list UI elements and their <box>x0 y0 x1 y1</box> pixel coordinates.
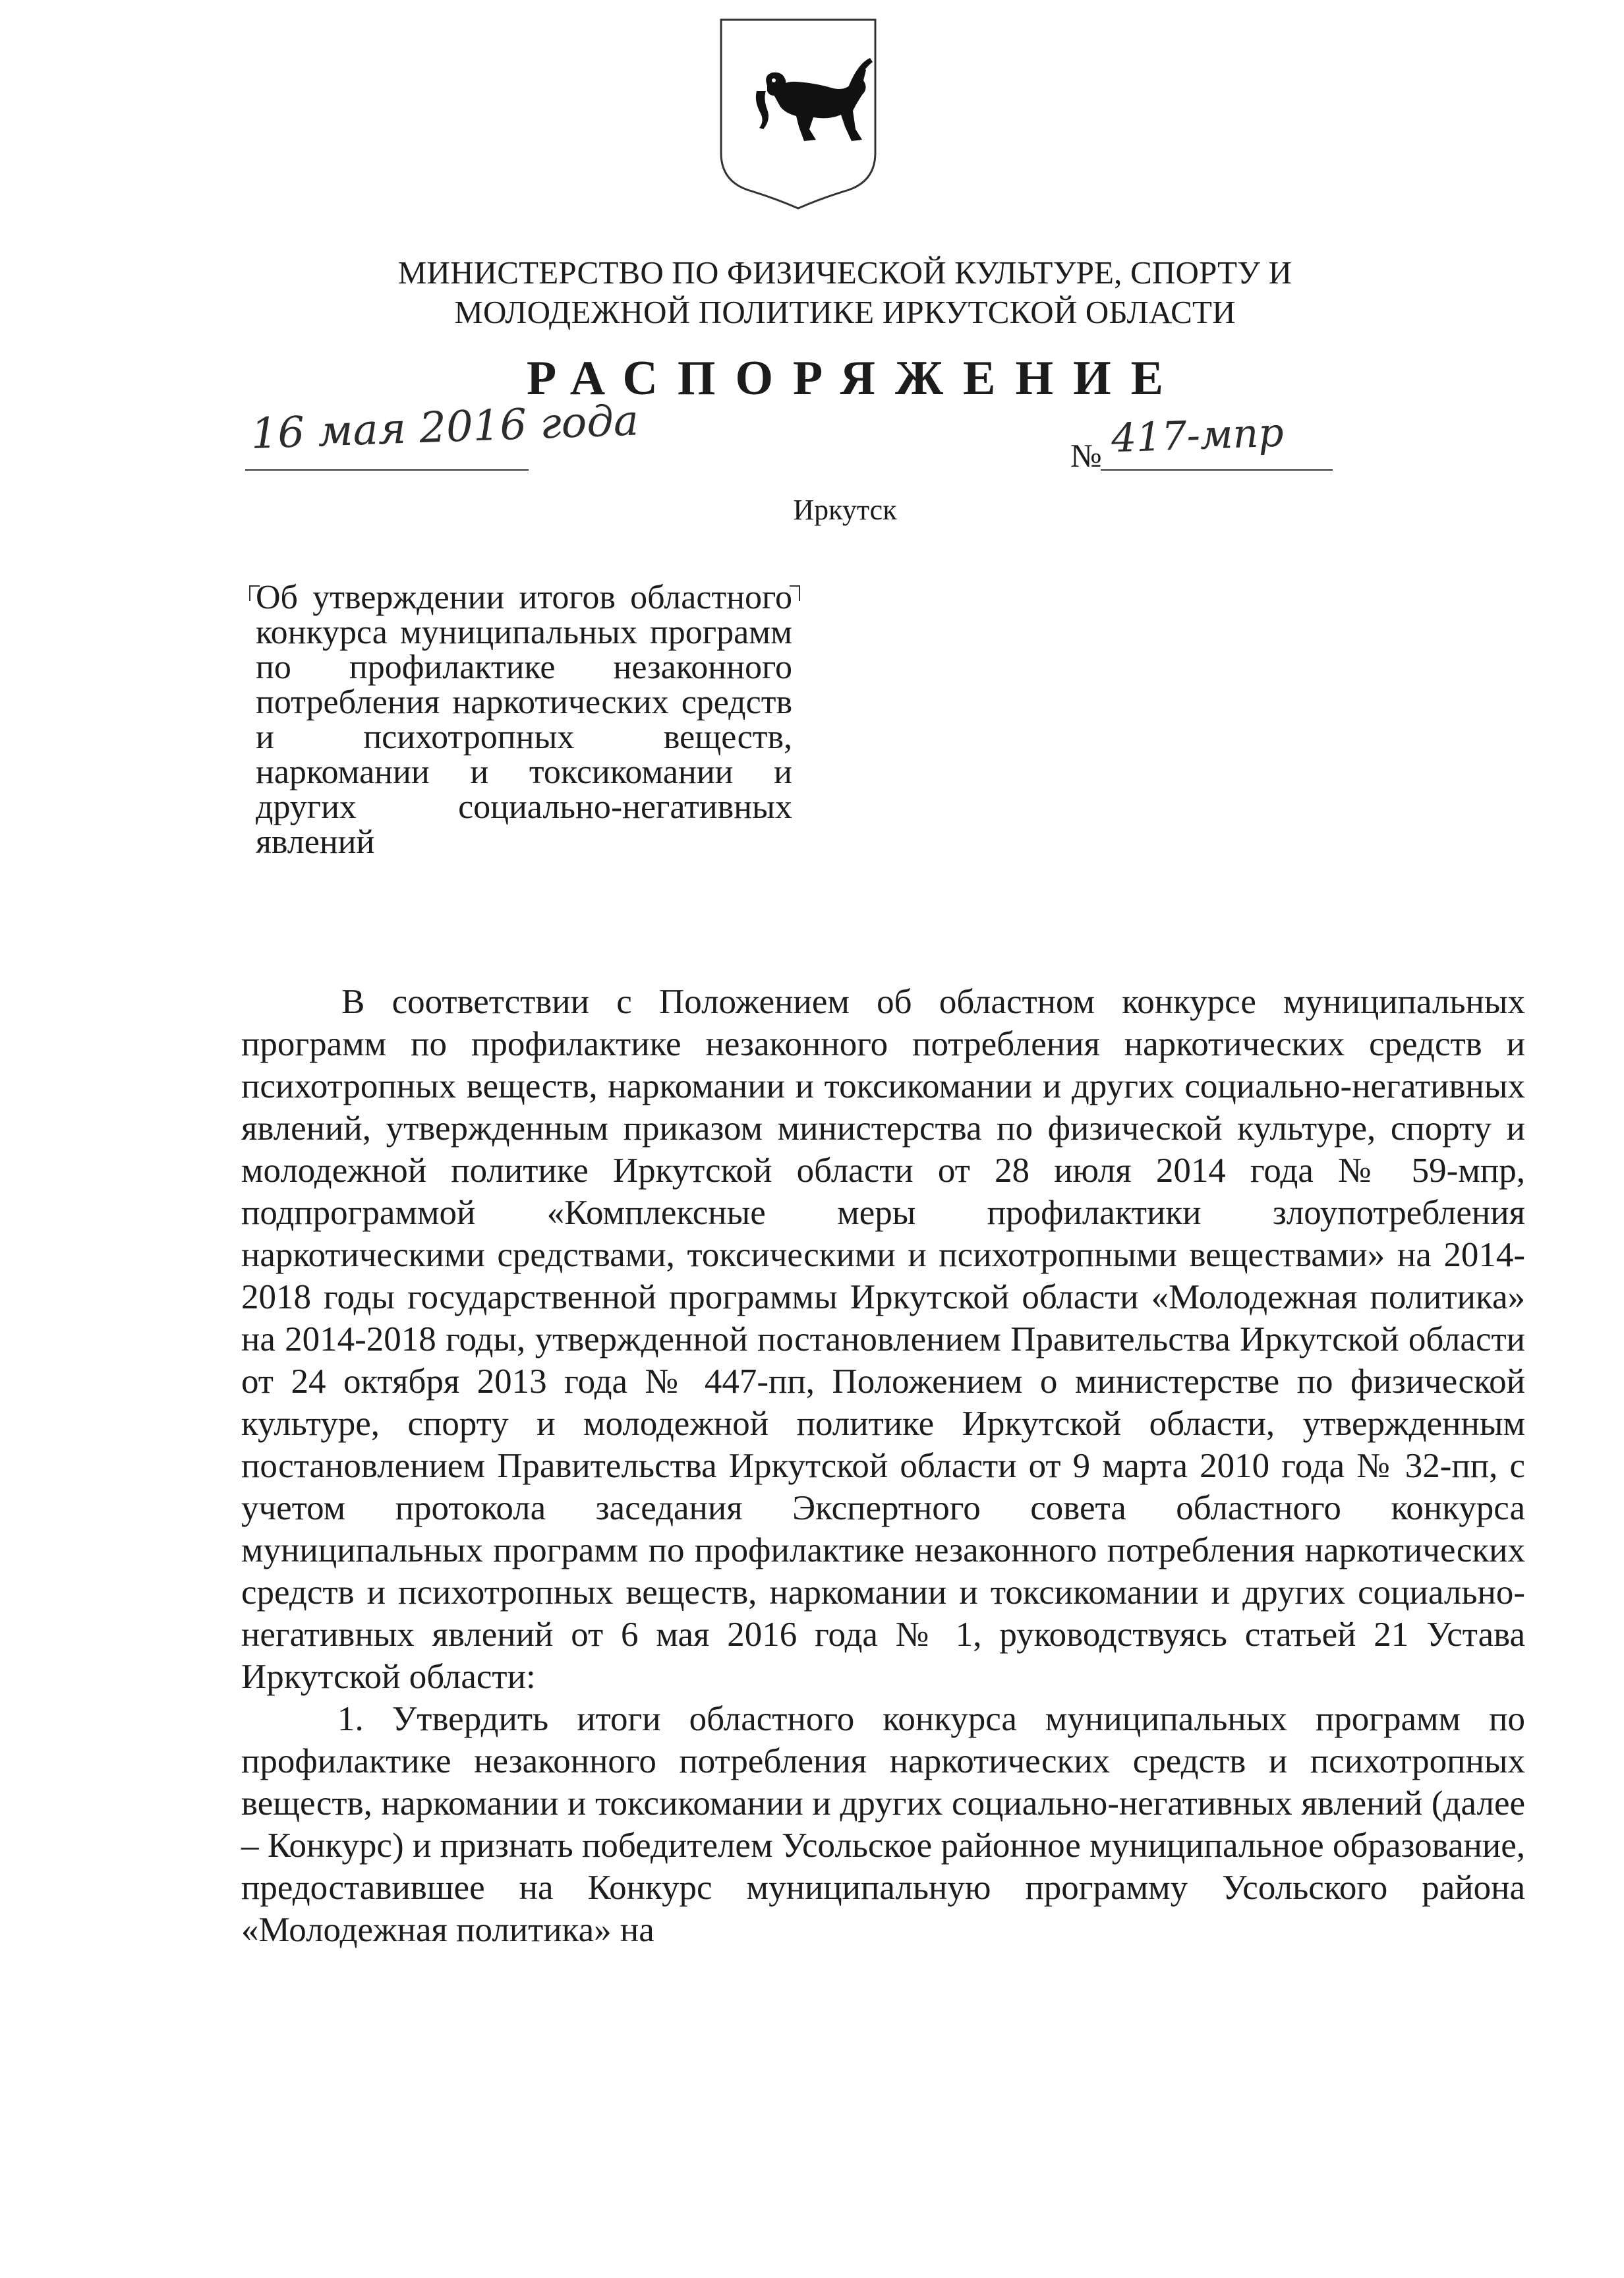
handwritten-date: 16 мая 2016 года <box>250 396 640 459</box>
number-label: № <box>1070 437 1102 474</box>
document-type-title: РАСПОРЯЖЕНИЕ <box>526 351 1183 405</box>
handwritten-number: 417-мпр <box>1110 409 1285 462</box>
preamble-paragraph: В соответствии с Положением об областном конкурсе муниципальных программ по профилактике незаконного потребления наркотических средств и психотропных веществ, наркомании и токсикомании и других социально-негативных явлений, утвержденным приказом министерства по физической культуре, спорту и молодежной политике Иркутской области от 28 июля 2014 года № 59-мпр, подпрограммой «Комплексные меры профилактики злоупотребления наркотическими средствами, токсическими и психотропными веществами» на 2014-2018 годы государственной программы Иркутской области «Молодежная политика» на 2014-2018 годы, утвержденной постановлением Правительства Иркутской области от 24 октября 2013 года № 447-пп, Положением о министерстве по физической культуре, спорту и молодежной политике Иркутской области, утвержденным постановлением Правительства Иркутской области от 9 марта 2010 года № 32-пп, с учетом протокола заседания Экспертного совета областного конкурса муниципальных программ по профилактике незаконного потребления наркотических средств и психотропных веществ, наркомании и токсикомании и других социально-негативных явлений от 6 мая 2016 года № 1, руководствуясь статьей 21 Устава Иркутской области: <box>241 983 1525 1696</box>
item-1-paragraph: 1. Утвердить итоги областного конкурса муниципальных программ по профилактике незаконного потребления наркотических средств и психотропных веществ, наркомании и токсикомании и других социально-негативных явлений (далее – Конкурс) и признать победителем Усольское районное муниципальное образование, предоставившее на Конкурс муниципальную программу Усольского района «Молодежная политика» на <box>241 1700 1525 1949</box>
ministry-line-2: МОЛОДЕЖНОЙ ПОЛИТИКЕ ИРКУТСКОЙ ОБЛАСТИ <box>454 294 1236 330</box>
city-name: Иркутск <box>793 494 897 526</box>
ministry-name <box>198 253 1492 332</box>
document-subject: Об утверждении итогов областного конкурса муниципальных программ по профилактике незаконного потребления наркотических средств и психотропных веществ, наркомании и токсикомании и других социально-негативных явлений <box>256 579 792 861</box>
document-body <box>241 981 1525 1951</box>
number-underline <box>1101 469 1333 471</box>
date-underline <box>245 469 529 471</box>
ministry-line-1: МИНИСТЕРСТВО ПО ФИЗИЧЕСКОЙ КУЛЬТУРЕ, СПОРТУ И <box>397 254 1292 291</box>
irkutsk-babr-coat-of-arms-icon <box>717 17 879 210</box>
